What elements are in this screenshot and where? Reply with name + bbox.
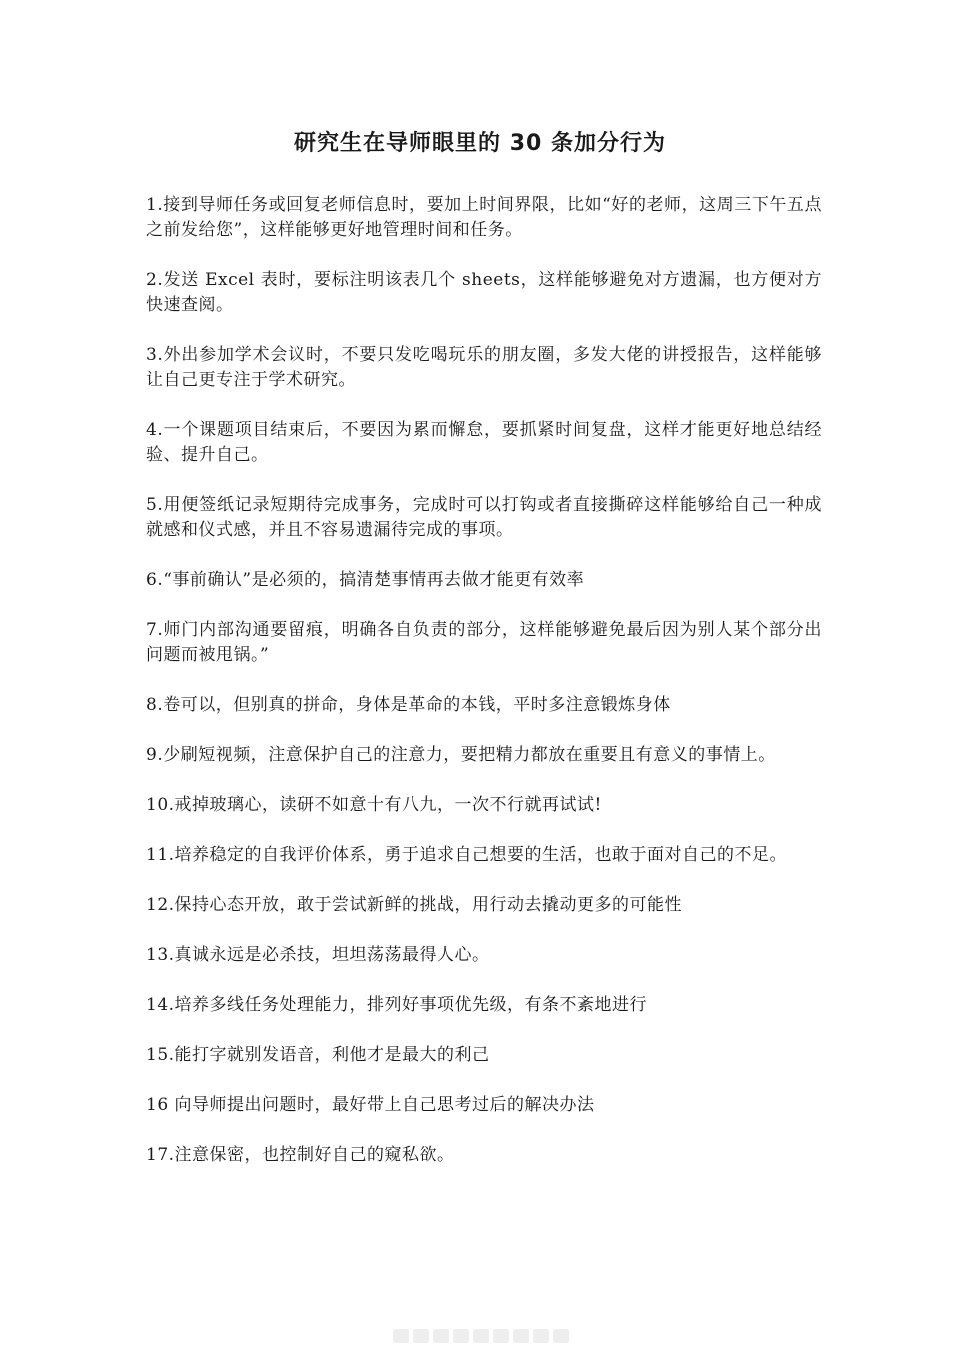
tips-list <box>146 193 822 1193</box>
list-item: 6.“事前确认”是必须的，搞清楚事情再去做才能更有效率 <box>146 570 585 590</box>
list-item: 9.少刷短视频，注意保护自己的注意力，要把精力都放在重要且有意义的事情上。 <box>146 745 776 765</box>
watermark-glyph <box>553 1329 569 1343</box>
watermark-glyph <box>533 1329 549 1343</box>
watermark-glyph <box>453 1329 469 1343</box>
list-item: 16 向导师提出问题时，最好带上自己思考过后的解决办法 <box>146 1095 595 1115</box>
watermark <box>388 1326 574 1346</box>
watermark-glyph <box>413 1329 429 1343</box>
watermark-glyph <box>393 1329 409 1343</box>
list-item: 15.能打字就别发语音，利他才是最大的利己 <box>146 1045 490 1065</box>
list-item: 2.发送 Excel 表时，要标注明该表几个 sheets，这样能够避免对方遗漏，也方便对方快速查阅。 <box>146 270 822 315</box>
list-item: 11.培养稳定的自我评价体系，勇于追求自己想要的生活，也敢于面对自己的不足。 <box>146 845 788 865</box>
list-item: 3.外出参加学术会议时，不要只发吃喝玩乐的朋友圈，多发大佬的讲授报告，这样能够让自己更专注于学术研究。 <box>146 345 822 390</box>
watermark-glyph <box>433 1329 449 1343</box>
watermark-glyph <box>473 1329 489 1343</box>
list-item: 12.保持心态开放，敢于尝试新鲜的挑战，用行动去撬动更多的可能性 <box>146 895 683 915</box>
list-item: 17.注意保密，也控制好自己的窥私欲。 <box>146 1145 455 1165</box>
list-item: 5.用便签纸记录短期待完成事务，完成时可以打钩或者直接撕碎这样能够给自己一种成就感和仪式感，并且不容易遗漏待完成的事项。 <box>146 495 822 540</box>
list-item: 4.一个课题项目结束后，不要因为累而懈怠，要抓紧时间复盘，这样才能更好地总结经验、提升自己。 <box>146 420 822 465</box>
list-item: 10.戒掉玻璃心，读研不如意十有八九，一次不行就再试试! <box>146 795 602 815</box>
list-item: 8.卷可以，但别真的拼命，身体是革命的本钱，平时多注意锻炼身体 <box>146 695 671 715</box>
watermark-glyph <box>493 1329 509 1343</box>
document-title: 研究生在导师眼里的 30 条加分行为 <box>294 131 666 156</box>
list-item: 13.真诚永远是必杀技，坦坦荡荡最得人心。 <box>146 945 490 965</box>
list-item: 14.培养多线任务处理能力，排列好事项优先级，有条不紊地进行 <box>146 995 648 1015</box>
list-item: 1.接到导师任务或回复老师信息时，要加上时间界限，比如“好的老师，这周三下午五点之前发给您”，这样能够更好地管理时间和任务。 <box>146 195 822 240</box>
watermark-glyph <box>513 1329 529 1343</box>
list-item: 7.师门内部沟通要留痕，明确各自负责的部分，这样能够避免最后因为别人某个部分出问题而被甩锅。” <box>146 620 822 665</box>
